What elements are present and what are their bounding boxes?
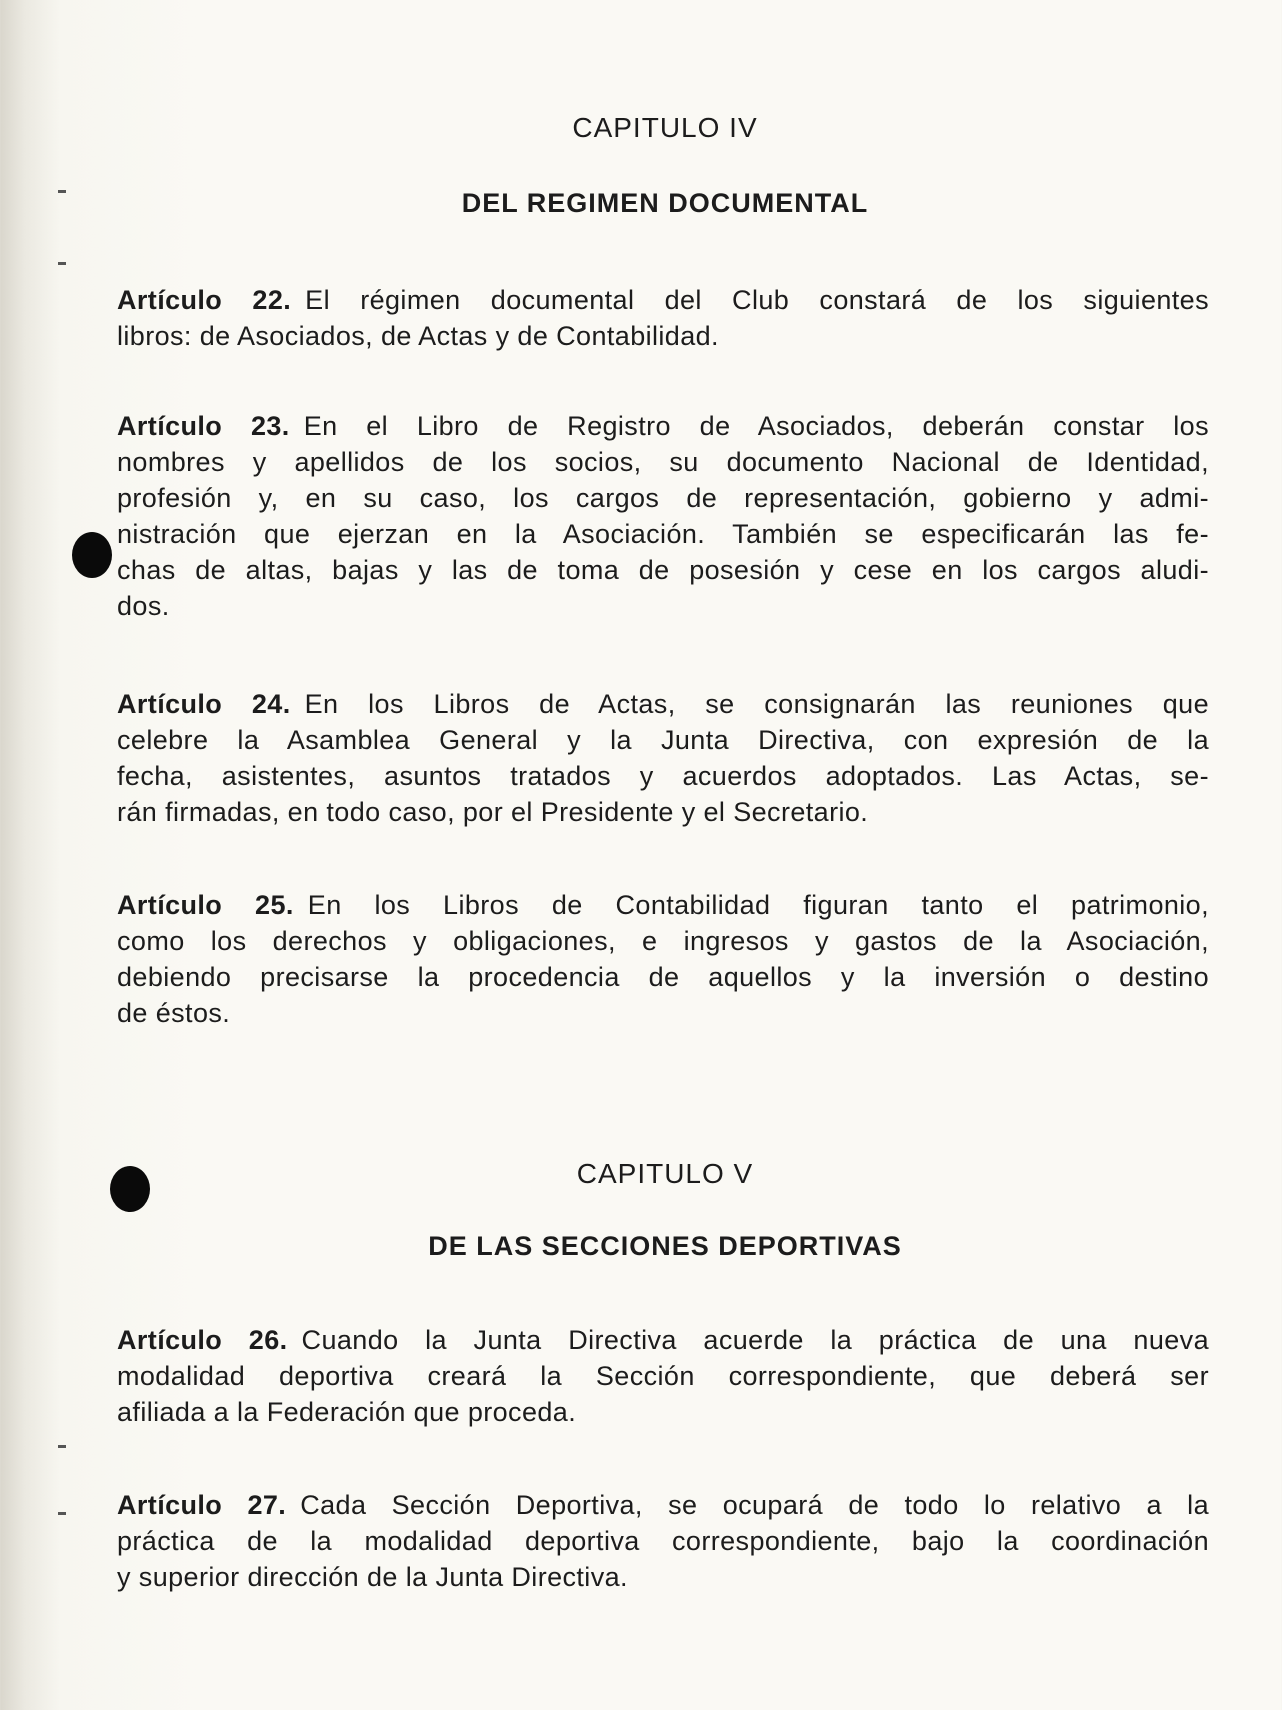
article-line — [117, 722, 1209, 758]
article-text: libros: de Asociados, de Actas y de Contabilidad. — [117, 321, 719, 351]
article-line — [117, 282, 1209, 318]
article-text: El régimen documental del Club constará de los siguientes — [305, 285, 1209, 315]
article-line — [117, 686, 1209, 722]
article-text: En los Libros de Contabilidad figuran tanto el patrimonio, — [307, 890, 1209, 920]
scan-mark — [58, 1512, 66, 1515]
scan-mark — [58, 1445, 66, 1448]
article-text: fecha, asistentes, asuntos tratados y acuerdos adoptados. Las Actas, se- — [117, 761, 1209, 791]
article-label: Artículo 25. — [117, 890, 294, 920]
article-text: celebre la Asamblea General y la Junta Directiva, con expresión de la — [117, 725, 1209, 755]
punch-hole — [72, 532, 112, 578]
article-text: y superior dirección de la Junta Directiva. — [117, 1562, 628, 1592]
scan-mark — [58, 262, 66, 265]
article-line — [117, 1523, 1209, 1559]
article-line — [117, 552, 1209, 588]
article-text: debiendo precisarse la procedencia de aquellos y la inversión o destino — [117, 962, 1209, 992]
article-text: En los Libros de Actas, se consignarán las reuniones que — [304, 689, 1209, 719]
article-line — [117, 959, 1209, 995]
article-line — [117, 923, 1209, 959]
article-label: Artículo 22. — [117, 285, 292, 315]
article-23 — [117, 408, 1209, 624]
article-text: afiliada a la Federación que proceda. — [117, 1397, 577, 1427]
article-text: práctica de la modalidad deportiva correspondiente, bajo la coordinación — [117, 1526, 1209, 1556]
article-text: chas de altas, bajas y las de toma de posesión y cese en los cargos aludi- — [117, 555, 1209, 585]
article-label: Artículo 23. — [117, 411, 290, 441]
article-text: nombres y apellidos de los socios, su documento Nacional de Identidad, — [117, 447, 1209, 477]
chapter-5-subtitle: DE LAS SECCIONES DEPORTIVAS — [428, 1231, 902, 1261]
article-line — [117, 887, 1209, 923]
article-text: En el Libro de Registro de Asociados, deberán constar los — [303, 411, 1209, 441]
article-25 — [117, 887, 1209, 1031]
article-line — [117, 318, 1209, 354]
article-24 — [117, 686, 1209, 830]
chapter-4-title: CAPITULO IV — [572, 112, 758, 143]
article-22 — [117, 282, 1209, 354]
article-text: de éstos. — [117, 998, 231, 1028]
article-text: profesión y, en su caso, los cargos de representación, gobierno y admi- — [117, 483, 1209, 513]
article-label: Artículo 27. — [117, 1490, 287, 1520]
article-text: modalidad deportiva creará la Sección correspondiente, que deberá ser — [117, 1361, 1209, 1391]
article-line — [117, 758, 1209, 794]
article-line — [117, 794, 1209, 830]
punch-hole — [110, 1166, 150, 1212]
chapter-5-title: CAPITULO V — [576, 1158, 754, 1189]
article-26 — [117, 1322, 1209, 1430]
article-line — [117, 1322, 1209, 1358]
article-text: nistración que ejerzan en la Asociación. También se especificarán las fe- — [117, 519, 1209, 549]
article-line — [117, 588, 1209, 624]
article-27 — [117, 1487, 1209, 1595]
article-label: Artículo 24. — [117, 689, 291, 719]
article-line — [117, 408, 1209, 444]
article-label: Artículo 26. — [117, 1325, 288, 1355]
article-line — [117, 480, 1209, 516]
article-text: Cuando la Junta Directiva acuerde la práctica de una nueva — [301, 1325, 1209, 1355]
article-line — [117, 516, 1209, 552]
article-line — [117, 1358, 1209, 1394]
article-line — [117, 1487, 1209, 1523]
article-line — [117, 1394, 1209, 1430]
chapter-4-subtitle: DEL REGIMEN DOCUMENTAL — [461, 188, 869, 218]
article-text: rán firmadas, en todo caso, por el Presidente y el Secretario. — [117, 797, 869, 827]
article-line — [117, 444, 1209, 480]
article-text: dos. — [117, 591, 170, 621]
article-line — [117, 995, 1209, 1031]
article-text: como los derechos y obligaciones, e ingresos y gastos de la Asociación, — [117, 926, 1209, 956]
article-text: Cada Sección Deportiva, se ocupará de todo lo relativo a la — [300, 1490, 1209, 1520]
article-line — [117, 1559, 1209, 1595]
